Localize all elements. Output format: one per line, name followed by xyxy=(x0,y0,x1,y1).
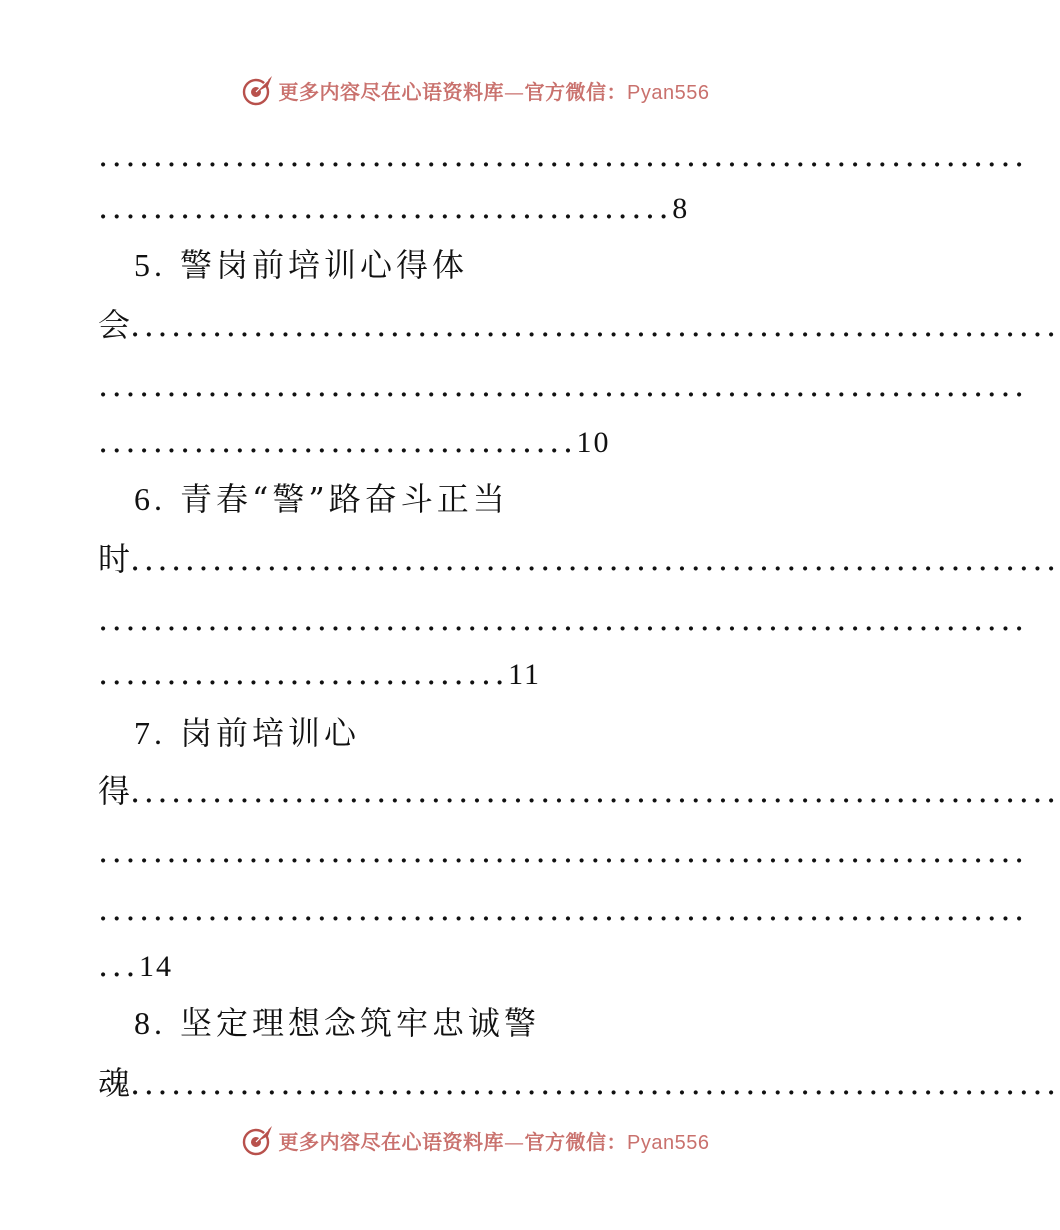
banner-wechat-label: 官方微信： xyxy=(524,1129,628,1154)
quill-logo-icon xyxy=(241,73,275,107)
banner-text xyxy=(279,1126,710,1155)
toc-dot-leader: 魂.................................................................... xyxy=(98,1064,1060,1102)
toc-entry-text: 警岗前培训心得体 xyxy=(180,246,469,284)
toc-dot-leader: 时.................................................................... xyxy=(98,540,1060,578)
toc-dot-leader: ..............................11 xyxy=(98,654,542,692)
toc-entry-tail: 魂 xyxy=(98,1064,131,1102)
toc-entry-index: 5. xyxy=(134,247,166,283)
quill-logo-icon xyxy=(241,1123,275,1157)
banner-text xyxy=(279,76,710,105)
toc-dot-leader: .................................................................... xyxy=(98,832,1028,870)
toc-dot-leader: .................................................................... xyxy=(98,600,1028,638)
toc-entry-text: 青春“警”路奋斗正当 xyxy=(180,480,509,518)
toc-page-number: 14 xyxy=(139,950,174,983)
toc-entry-text: 坚定理想念筑牢忠诚警 xyxy=(180,1004,541,1042)
toc-entry-tail: 时 xyxy=(98,540,131,578)
footer-banner xyxy=(0,1118,950,1162)
toc-dot-leader: .................................................................... xyxy=(98,890,1028,928)
toc-dot-leader: ..........................................8 xyxy=(98,188,690,226)
toc-entry-index: 8. xyxy=(134,1005,166,1041)
toc-dot-leader: 会.................................................................... xyxy=(98,306,1060,344)
toc-entry-tail: 得 xyxy=(98,772,131,810)
toc-entry-title[interactable] xyxy=(134,240,468,290)
banner-main-text: 更多内容尽在心语资料库 xyxy=(278,1129,505,1154)
banner-wechat-label: 官方微信： xyxy=(524,79,628,104)
toc-entry-title[interactable] xyxy=(134,708,360,758)
toc-dot-leader: .................................................................... xyxy=(98,136,1028,174)
toc-dot-leader: ...................................10 xyxy=(98,422,611,460)
banner-dash: — xyxy=(504,1129,525,1154)
toc-entry-title[interactable] xyxy=(134,998,540,1048)
banner-wechat-id: Pyan556 xyxy=(627,1131,710,1154)
toc-page-number: 8 xyxy=(672,192,690,225)
banner-main-text: 更多内容尽在心语资料库 xyxy=(278,79,505,104)
banner-wechat-id: Pyan556 xyxy=(627,81,710,104)
toc-entry-index: 7. xyxy=(134,715,166,751)
toc-entry-text: 岗前培训心 xyxy=(180,714,361,752)
toc-dot-leader: ...14 xyxy=(98,946,174,984)
toc-page-number: 11 xyxy=(508,658,542,691)
toc-dot-leader: .................................................................... xyxy=(98,366,1028,404)
banner-dash: — xyxy=(504,79,525,104)
toc-entry-tail: 会 xyxy=(98,306,131,344)
header-banner xyxy=(0,68,950,112)
toc-dot-leader: 得.................................................................... xyxy=(98,772,1060,810)
toc-entry-index: 6. xyxy=(134,481,166,517)
toc-entry-title[interactable] xyxy=(134,474,509,524)
toc-page-number: 10 xyxy=(576,426,611,459)
